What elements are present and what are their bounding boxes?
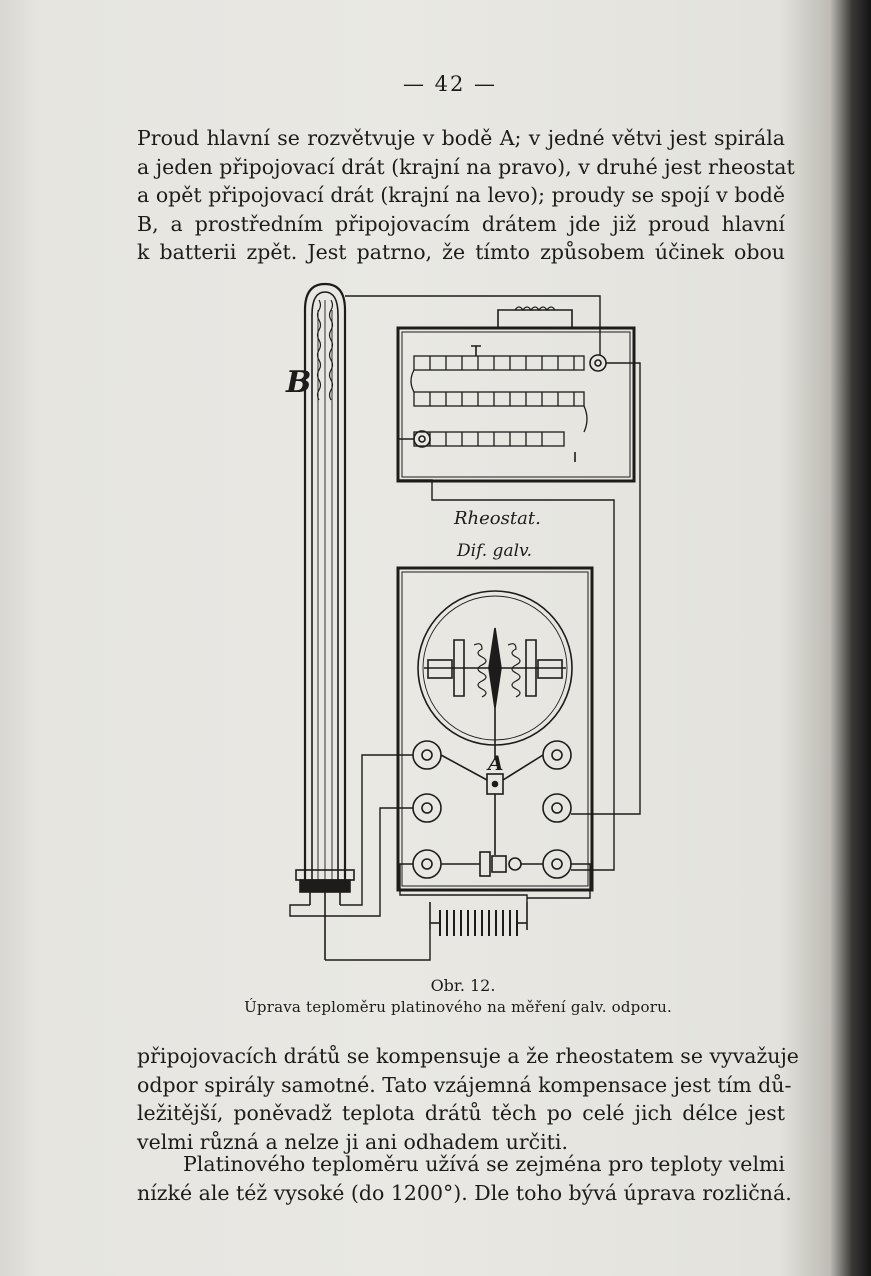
text-line: Proud hlavní se rozvětvuje v bodě A; v jedné větvi jest spirála <box>137 126 785 150</box>
galvanometer-box <box>398 568 592 890</box>
label-dif-galv: Dif. galv. <box>457 541 533 561</box>
rheostat-box <box>398 307 634 481</box>
text-line: odpor spirály samotné. Tato vzájemná kompensace jest tím dů- <box>137 1072 792 1097</box>
text-line: nízké ale též vysoké (do 1200°). Dle toho bývá úprava rozličná. <box>137 1180 792 1205</box>
label-a: A <box>488 751 504 775</box>
figure-number: Obr. 12. <box>430 976 496 995</box>
page-number: — 42 — <box>402 72 498 96</box>
text-line: B, a prostředním připojovacím drátem jde již proud hlavní <box>137 211 785 236</box>
figure-caption: Úprava teploměru platinového na měření galv. odporu. <box>244 998 672 1016</box>
label-rheostat: Rheostat. <box>454 508 541 529</box>
text-line: připojovacích drátů se kompensuje a že rheostatem se vyvažuje <box>137 1044 799 1068</box>
text-line: k batterii zpět. Jest patrno, že tímto způsobem účinek obou <box>137 240 785 265</box>
text-line: velmi různá a nelze ji ani odhadem určiti. <box>137 1129 568 1154</box>
text-line: Platinového teploměru užívá se zejména pro teploty velmi <box>183 1152 785 1176</box>
text-line: a opět připojovací drát (krajní na levo); proudy se spojí v bodě <box>137 183 785 208</box>
text-line: a jeden připojovací drát (krajní na pravo), v druhé jest rheostat <box>137 154 795 179</box>
text-line: ležitější, poněvadž teplota drátů těch po celé jich délce jest <box>137 1101 785 1126</box>
paragraph-bottom <box>137 1042 799 1156</box>
battery <box>430 902 527 936</box>
label-b: B <box>286 365 312 400</box>
paragraph-final <box>137 1150 792 1207</box>
